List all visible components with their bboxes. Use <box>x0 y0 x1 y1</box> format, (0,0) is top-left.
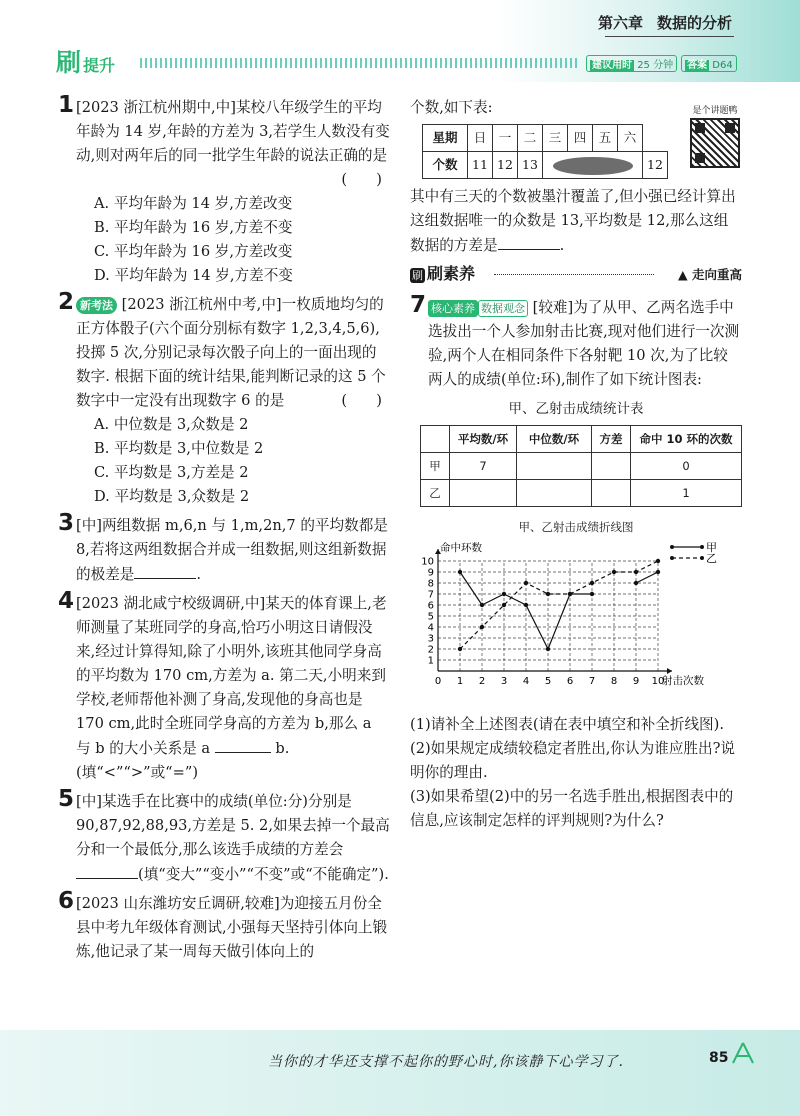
legend-marker <box>670 545 674 549</box>
y-tick-label: 6 <box>427 600 434 612</box>
question-stem-end: (填“变大”“变小”“不变”或“不能确定”). <box>138 866 389 883</box>
question-stem: [2023 浙江杭州中考,中]一枚质地均匀的正方体骰子(六个面分别标有数字 1,2,3,4,5,6),投掷 5 次,分别记录每次骰子向上的一面出现的数字. 根据下面的统计结果,能判断记录的这 5 个数字中一定没有出现数字 6 的是 <box>76 296 386 409</box>
table-row-label: 个数 <box>423 152 468 179</box>
sub-question-3: (3)如果希望(2)中的另一名选手胜出,根据图表中的信息,应该制定怎样的评判规则?为什么? <box>410 788 734 829</box>
table-header-cell: 四 <box>568 125 593 152</box>
answer-blank[interactable] <box>498 233 560 250</box>
data-point-甲 <box>458 570 462 574</box>
data-point-甲 <box>524 603 528 607</box>
x-tick-label: 6 <box>566 676 574 687</box>
legend-marker <box>700 556 704 560</box>
table-row <box>421 426 742 453</box>
section-rule <box>494 274 654 275</box>
chart-title: 甲、乙射击成绩折线图 <box>518 520 634 534</box>
question-number: 4 <box>58 588 75 614</box>
qr-code-icon[interactable] <box>690 118 740 168</box>
table-row <box>423 152 668 179</box>
data-point-乙 <box>458 647 462 651</box>
sub-question-2: (2)如果规定成绩较稳定者胜出,你认为谁应胜出?说明你的理由. <box>410 740 736 781</box>
ink-blot <box>553 157 633 175</box>
answer-blank[interactable] <box>215 736 271 753</box>
footer-motto: 当你的才华还支撑不起你的野心时,你该静下心学习了. <box>268 1054 624 1070</box>
question-5 <box>58 786 390 887</box>
chapter-number: 第六章 <box>597 14 643 32</box>
table-header-cell: 六 <box>618 125 643 152</box>
table-header-cell: 日 <box>468 125 493 152</box>
table-cell[interactable] <box>592 480 631 507</box>
question-7 <box>410 292 742 392</box>
table-row-label: 乙 <box>421 480 450 507</box>
score-table-title: 甲、乙射击成绩统计表 <box>508 401 644 417</box>
answer-paren: ( ) <box>341 171 382 188</box>
table-cell[interactable] <box>450 480 517 507</box>
series-line-甲 <box>636 572 658 583</box>
x-axis-arrow <box>667 668 672 674</box>
table-header-cell: 二 <box>518 125 543 152</box>
x-axis-label: 射击次数 <box>662 675 704 687</box>
brand-main: 刷 <box>56 48 82 77</box>
score-table <box>420 425 742 507</box>
data-point-乙 <box>546 592 550 596</box>
table-header-cell: 平均数/环 <box>450 426 517 453</box>
question-stem-end: . <box>196 566 202 583</box>
section-logo-icon: 刷 <box>412 269 423 282</box>
question-hint: (填“<”“>”或“=”) <box>76 764 199 781</box>
y-axis-label: 命中环数 <box>440 542 482 554</box>
table-row <box>421 480 742 507</box>
question-number: 5 <box>58 786 75 812</box>
question-2 <box>58 289 390 509</box>
time-badge <box>586 55 677 72</box>
table-header-cell: 中位数/环 <box>517 426 592 453</box>
header-dots <box>140 58 580 68</box>
question-stem: 其中有三天的个数被墨汁覆盖了,但小强已经计算出这组数据唯一的众数是 13,平均数是 12,那么这组数据的方差是 <box>410 188 736 254</box>
question-6-continued: 个数,如下表: <box>410 99 493 116</box>
answer-badge <box>681 55 737 72</box>
y-tick-label: 8 <box>427 578 434 590</box>
table-row <box>423 125 668 152</box>
table-row <box>421 453 742 480</box>
question-1 <box>58 92 390 288</box>
legend-marker <box>700 545 704 549</box>
new-method-tag: 新考法 <box>76 297 117 314</box>
y-tick-label: 9 <box>427 567 434 579</box>
data-point-乙 <box>568 592 572 596</box>
table-header-cell: 星期 <box>423 125 468 152</box>
page-logo-icon <box>731 1041 755 1065</box>
x-tick-label: 8 <box>610 676 618 687</box>
y-tick-label: 2 <box>427 644 434 656</box>
question-4 <box>58 588 390 785</box>
x-tick-label: 1 <box>456 676 464 687</box>
chapter-heading <box>598 12 732 33</box>
ink-blot-cell <box>543 152 643 179</box>
brand-sub: 提升 <box>83 56 116 75</box>
table-row-label: 甲 <box>421 453 450 480</box>
x-tick-label: 5 <box>544 676 552 687</box>
question-number: 7 <box>410 292 427 318</box>
legend-label: 乙 <box>706 552 717 565</box>
table-cell: 12 <box>643 152 668 179</box>
question-stem: [中]两组数据 m,6,n 与 1,m,2n,7 的平均数都是 8,若将这两组数据合并成一组数据,则这组新数据的极差是 <box>76 517 388 583</box>
left-column <box>58 92 390 969</box>
section-right-text: 走向重高 <box>691 267 742 282</box>
table-cell: 13 <box>518 152 543 179</box>
core-literacy-tag: 核心素养 <box>428 300 478 317</box>
y-tick-label: 1 <box>427 655 434 667</box>
y-tick-label: 10 <box>421 556 434 568</box>
table-header-cell: 命中 10 环的次数 <box>631 426 742 453</box>
table-header-cell: 三 <box>543 125 568 152</box>
answer-label: 答案 <box>687 60 708 71</box>
table-header-cell <box>421 426 450 453</box>
question-3 <box>58 510 390 587</box>
legend-marker <box>670 556 674 560</box>
data-point-乙 <box>480 625 484 629</box>
option-c: C. 平均年龄为 16 岁,方差改变 <box>94 243 293 260</box>
data-point-甲 <box>502 592 506 596</box>
option-d: D. 平均年龄为 14 岁,方差不变 <box>94 267 293 284</box>
option-d: D. 平均数是 3,众数是 2 <box>94 488 250 505</box>
x-tick-label: 7 <box>588 676 596 687</box>
footer-band <box>0 1030 800 1116</box>
time-value: 25 分钟 <box>637 60 674 71</box>
section-heading <box>410 262 742 288</box>
qr-block <box>688 106 742 168</box>
x-tick-label: 0 <box>434 676 442 687</box>
option-c: C. 平均数是 3,方差是 2 <box>94 464 249 481</box>
x-tick-label: 4 <box>522 676 530 687</box>
x-tick-label: 10 <box>651 676 665 687</box>
question-number: 1 <box>58 92 75 118</box>
data-point-甲 <box>546 647 550 651</box>
table-cell: 1 <box>631 480 742 507</box>
question-stem-end: . <box>559 237 565 254</box>
table-cell: 11 <box>468 152 493 179</box>
question-number: 3 <box>58 510 75 536</box>
header-rule <box>605 36 734 37</box>
question-number: 2 <box>58 289 75 315</box>
data-point-乙 <box>634 570 638 574</box>
data-point-乙 <box>590 581 594 585</box>
sub-question-1: (1)请补全上述图表(请在表中填空和补全折线图). <box>410 716 724 733</box>
chapter-title: 数据的分析 <box>656 14 732 32</box>
option-b: B. 平均数是 3,中位数是 2 <box>94 440 264 457</box>
section-title: 刷素养 <box>427 264 476 283</box>
question-stem-end: b. <box>275 740 290 757</box>
table-header-cell: 方差 <box>592 426 631 453</box>
data-point-甲 <box>656 570 660 574</box>
header-badges <box>586 55 741 72</box>
question-stem: [中]某选手在比赛中的成绩(单位:分)分别是 90,87,92,88,93,方差是 5. 2,如果去掉一个最高分和一个最低分,那么该选手成绩的方差会 <box>76 793 390 858</box>
question-number: 6 <box>58 888 75 914</box>
x-tick-label: 2 <box>478 676 486 687</box>
answer-blank[interactable] <box>134 562 196 579</box>
table-header-cell: 五 <box>593 125 618 152</box>
answer-page: D64 <box>712 60 733 71</box>
section-right-label: ▲ 走向重高 <box>678 267 742 282</box>
data-point-乙 <box>612 570 616 574</box>
line-chart <box>410 539 730 705</box>
table-header-cell: 一 <box>493 125 518 152</box>
data-concept-tag: 数据观念 <box>478 300 528 317</box>
brand-logo <box>56 43 115 79</box>
data-point-乙 <box>656 559 660 563</box>
question-stem: [2023 山东潍坊安丘调研,较难]为迎接五月份全县中考九年级体育测试,小强每天坚持引体向上锻炼,他记录了某一周每天做引体向上的 <box>76 895 388 960</box>
y-tick-label: 7 <box>427 589 434 601</box>
question-stem: [2023 湖北咸宁校级调研,中]某天的体育课上,老师测量了某班同学的身高,恰巧小明这日请假没来,经过计算得知,除了小明外,该班其他同学身高的平均数为 170 cm,方差为 a. 第二天,小明来到学校,老师帮他补测了身高,发现他的身高也是 170 cm,此时全班同学身高的方差为 b,那么 a 与 b 的大小关系是 a <box>76 595 387 757</box>
data-point-甲 <box>590 592 594 596</box>
legend-label: 甲 <box>706 541 717 554</box>
option-a: A. 平均年龄为 14 岁,方差改变 <box>94 195 293 212</box>
answer-blank[interactable] <box>76 862 138 879</box>
table-cell[interactable] <box>517 480 592 507</box>
question-stem: [较难]为了从甲、乙两名选手中选拔出一个人参加射击比赛,现对他们进行一次测验,两个人在相同条件下各射靶 10 次,为了比较两人的成绩(单位:环),制作了如下统计图表: <box>428 299 740 388</box>
qr-label: 是个讲题鸭 <box>692 106 738 116</box>
weekly-count-table <box>422 124 668 179</box>
question-stem: [2023 浙江杭州期中,中]某校八年级学生的平均年龄为 14 岁,年龄的方差为 3,若学生人数没有变动,则对两年后的同一批学生年龄的说法正确的是 <box>76 99 390 164</box>
answer-paren: ( ) <box>341 392 382 409</box>
data-point-乙 <box>502 603 506 607</box>
y-tick-label: 3 <box>427 633 434 645</box>
data-point-甲 <box>634 581 638 585</box>
y-tick-label: 5 <box>427 611 434 623</box>
question-6 <box>58 888 390 964</box>
question-6-text <box>410 185 742 258</box>
table-cell: 7 <box>450 453 517 480</box>
x-tick-label: 3 <box>500 676 508 687</box>
data-point-甲 <box>480 603 484 607</box>
table-cell: 12 <box>493 152 518 179</box>
x-tick-label: 9 <box>632 676 640 687</box>
time-label: 建议用时 <box>592 60 632 71</box>
y-tick-label: 4 <box>427 622 434 634</box>
table-cell[interactable] <box>517 453 592 480</box>
data-point-乙 <box>524 581 528 585</box>
option-a: A. 中位数是 3,众数是 2 <box>94 416 249 433</box>
table-cell[interactable] <box>592 453 631 480</box>
right-column <box>410 96 742 833</box>
table-cell: 0 <box>631 453 742 480</box>
option-b: B. 平均年龄为 16 岁,方差不变 <box>94 219 293 236</box>
page-number: 85 <box>709 1050 729 1066</box>
